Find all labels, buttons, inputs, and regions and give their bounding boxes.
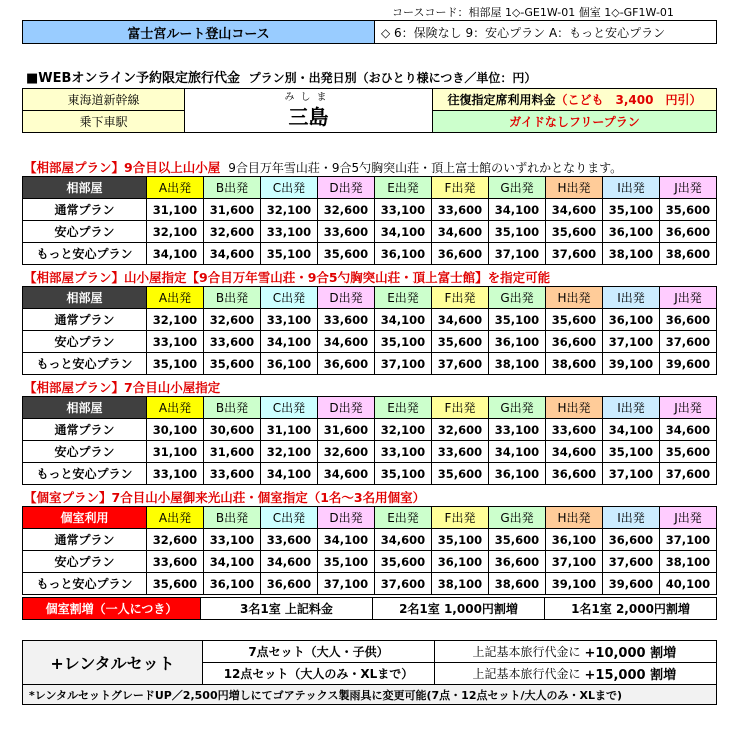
price-cell: 34,100 bbox=[147, 243, 204, 265]
price-cell: 33,600 bbox=[147, 551, 204, 573]
section-title bbox=[24, 268, 550, 286]
price-cell: 33,600 bbox=[432, 199, 489, 221]
table-row bbox=[23, 309, 717, 331]
table-row bbox=[23, 199, 717, 221]
departure-header: B出発 bbox=[204, 397, 261, 419]
plan-name: もっと安心プラン bbox=[23, 353, 147, 375]
price-cell: 37,100 bbox=[375, 353, 432, 375]
price-cell: 35,600 bbox=[375, 551, 432, 573]
price-cell: 38,100 bbox=[603, 243, 660, 265]
price-title-line bbox=[26, 67, 536, 86]
departure-header: C出発 bbox=[261, 177, 318, 199]
departure-header: A出発 bbox=[147, 507, 204, 529]
price-cell: 33,100 bbox=[147, 331, 204, 353]
station-cell bbox=[185, 89, 433, 133]
price-cell: 35,100 bbox=[261, 243, 318, 265]
price-cell: 36,100 bbox=[489, 463, 546, 485]
price-cell: 35,600 bbox=[546, 309, 603, 331]
price-cell: 36,100 bbox=[489, 331, 546, 353]
price-cell: 35,100 bbox=[489, 309, 546, 331]
room-type-header: 個室利用 bbox=[23, 507, 147, 529]
price-cell: 32,600 bbox=[318, 199, 375, 221]
price-cell: 37,100 bbox=[603, 463, 660, 485]
table-row bbox=[23, 529, 717, 551]
plan-name: 通常プラン bbox=[23, 199, 147, 221]
room-type-header: 相部屋 bbox=[23, 397, 147, 419]
departure-header: A出発 bbox=[147, 177, 204, 199]
price-cell: 34,100 bbox=[204, 551, 261, 573]
price-cell: 36,600 bbox=[603, 529, 660, 551]
price-cell: 30,600 bbox=[204, 419, 261, 441]
price-cell: 33,100 bbox=[261, 221, 318, 243]
price-cell: 38,100 bbox=[489, 353, 546, 375]
price-cell: 34,100 bbox=[261, 463, 318, 485]
price-cell: 32,100 bbox=[147, 309, 204, 331]
guide-plan: ガイドなしフリープラン bbox=[433, 111, 717, 133]
price-cell: 31,100 bbox=[261, 419, 318, 441]
price-cell: 35,100 bbox=[375, 463, 432, 485]
price-cell: 33,100 bbox=[375, 441, 432, 463]
price-cell: 37,600 bbox=[432, 353, 489, 375]
section-title-text: 【相部屋プラン】山小屋指定【9合目万年雪山荘・9合5勺胸突山荘・頂上富士館】を指定可能 bbox=[24, 270, 551, 285]
price-cell: 37,100 bbox=[318, 573, 375, 595]
price-table bbox=[22, 176, 717, 265]
departure-header: E出発 bbox=[375, 177, 432, 199]
departure-header: F出発 bbox=[432, 507, 489, 529]
rental-set-7: 7点セット（大人・子供） bbox=[203, 641, 435, 663]
price-cell: 33,600 bbox=[318, 221, 375, 243]
table-row bbox=[23, 441, 717, 463]
price-cell: 35,600 bbox=[660, 199, 717, 221]
price-cell: 32,600 bbox=[432, 419, 489, 441]
rental-label: +レンタルセット bbox=[23, 641, 203, 685]
price-cell: 39,100 bbox=[546, 573, 603, 595]
departure-header: E出発 bbox=[375, 397, 432, 419]
departure-header: J出発 bbox=[660, 177, 717, 199]
price-cell: 33,100 bbox=[375, 199, 432, 221]
price-cell: 36,100 bbox=[546, 529, 603, 551]
departure-header: A出発 bbox=[147, 397, 204, 419]
price-cell: 33,600 bbox=[318, 309, 375, 331]
price-cell: 33,600 bbox=[432, 441, 489, 463]
price-cell: 36,100 bbox=[603, 309, 660, 331]
departure-header: F出発 bbox=[432, 397, 489, 419]
price-table bbox=[22, 286, 717, 375]
price-cell: 34,600 bbox=[660, 419, 717, 441]
plan-name: 通常プラン bbox=[23, 419, 147, 441]
price-cell: 35,100 bbox=[375, 331, 432, 353]
departure-header: F出発 bbox=[432, 287, 489, 309]
table-row bbox=[23, 463, 717, 485]
price-cell: 35,600 bbox=[432, 463, 489, 485]
price-cell: 37,600 bbox=[375, 573, 432, 595]
departure-header: E出発 bbox=[375, 287, 432, 309]
plan-name: もっと安心プラン bbox=[23, 463, 147, 485]
departure-header: G出発 bbox=[489, 177, 546, 199]
departure-header: J出発 bbox=[660, 507, 717, 529]
table-row bbox=[23, 551, 717, 573]
price-cell: 32,600 bbox=[318, 441, 375, 463]
price-cell: 37,100 bbox=[660, 529, 717, 551]
departure-header: J出発 bbox=[660, 397, 717, 419]
price-cell: 31,600 bbox=[318, 419, 375, 441]
price-cell: 35,600 bbox=[489, 529, 546, 551]
price-cell: 36,600 bbox=[546, 331, 603, 353]
plan-name: 安心プラン bbox=[23, 331, 147, 353]
section-title-text: 【相部屋プラン】7合目山小屋指定 bbox=[24, 380, 221, 395]
station-table bbox=[22, 88, 717, 133]
price-cell: 35,600 bbox=[318, 243, 375, 265]
price-cell: 34,100 bbox=[261, 331, 318, 353]
plan-name: もっと安心プラン bbox=[23, 243, 147, 265]
departure-header: F出発 bbox=[432, 177, 489, 199]
price-cell: 34,600 bbox=[318, 463, 375, 485]
price-cell: 40,100 bbox=[660, 573, 717, 595]
price-table bbox=[22, 396, 717, 485]
departure-header: H出発 bbox=[546, 177, 603, 199]
price-cell: 31,100 bbox=[147, 441, 204, 463]
course-header-table bbox=[22, 20, 717, 44]
surcharge-1-person: 1名1室 2,000円割増 bbox=[545, 598, 717, 620]
departure-header: B出発 bbox=[204, 507, 261, 529]
section-title bbox=[24, 158, 622, 176]
price-cell: 34,600 bbox=[375, 529, 432, 551]
price-cell: 37,600 bbox=[546, 243, 603, 265]
price-cell: 34,600 bbox=[546, 441, 603, 463]
section-title-text: 【相部屋プラン】9合目以上山小屋 bbox=[24, 160, 221, 175]
price-cell: 36,100 bbox=[432, 551, 489, 573]
price-cell: 39,600 bbox=[603, 573, 660, 595]
price-cell: 32,100 bbox=[261, 441, 318, 463]
price-cell: 36,600 bbox=[660, 309, 717, 331]
price-cell: 34,600 bbox=[432, 309, 489, 331]
plan-name: 安心プラン bbox=[23, 551, 147, 573]
price-cell: 36,600 bbox=[432, 243, 489, 265]
departure-header: D出発 bbox=[318, 287, 375, 309]
departure-header: C出発 bbox=[261, 287, 318, 309]
price-cell: 35,100 bbox=[318, 551, 375, 573]
price-cell: 37,100 bbox=[546, 551, 603, 573]
price-cell: 34,600 bbox=[318, 331, 375, 353]
price-cell: 32,100 bbox=[261, 199, 318, 221]
price-cell: 31,100 bbox=[147, 199, 204, 221]
course-name: 富士宮ルート登山コース bbox=[23, 21, 375, 44]
price-cell: 34,100 bbox=[489, 441, 546, 463]
price-cell: 35,600 bbox=[432, 331, 489, 353]
departure-header: B出発 bbox=[204, 177, 261, 199]
price-cell: 32,600 bbox=[204, 309, 261, 331]
price-cell: 37,100 bbox=[489, 243, 546, 265]
departure-header: H出発 bbox=[546, 397, 603, 419]
station-reading: みしま bbox=[284, 91, 333, 103]
price-cell: 36,600 bbox=[546, 463, 603, 485]
price-cell: 35,100 bbox=[147, 353, 204, 375]
price-cell: 37,600 bbox=[660, 463, 717, 485]
plan-name: 安心プラン bbox=[23, 441, 147, 463]
price-cell: 35,600 bbox=[546, 221, 603, 243]
price-cell: 35,600 bbox=[147, 573, 204, 595]
price-cell: 36,100 bbox=[375, 243, 432, 265]
rental-set-12-price: +15,000 割増 bbox=[585, 663, 717, 685]
price-cell: 34,600 bbox=[546, 199, 603, 221]
price-cell: 33,100 bbox=[261, 309, 318, 331]
table-row bbox=[23, 221, 717, 243]
section-title bbox=[24, 488, 425, 506]
plan-legend: ◇ 6：保険なし 9：安心プラン A：もっと安心プラン bbox=[375, 21, 717, 44]
table-row bbox=[23, 419, 717, 441]
price-cell: 34,100 bbox=[489, 199, 546, 221]
departure-header: H出発 bbox=[546, 287, 603, 309]
price-cell: 35,100 bbox=[603, 441, 660, 463]
course-code: コースコード：相部屋 1◇-GE1W-01 個室 1◇-GF1W-01 bbox=[392, 6, 674, 19]
price-cell: 34,100 bbox=[375, 221, 432, 243]
price-cell: 35,600 bbox=[204, 353, 261, 375]
room-type-header: 相部屋 bbox=[23, 177, 147, 199]
price-cell: 36,600 bbox=[489, 551, 546, 573]
station-label: 乗下車駅 bbox=[23, 111, 185, 133]
surcharge-2-person: 2名1室 1,000円割増 bbox=[373, 598, 545, 620]
departure-header: D出発 bbox=[318, 177, 375, 199]
price-cell: 38,600 bbox=[546, 353, 603, 375]
section-note: 9合目万年雪山荘・9合5勺胸突山荘・頂上富士館のいずれかとなります。 bbox=[228, 161, 623, 175]
price-cell: 36,600 bbox=[660, 221, 717, 243]
price-cell: 34,600 bbox=[261, 551, 318, 573]
rental-note: *レンタルセットグレードUP／2,500円増しにてゴアテックス製雨具に変更可能(7点・12点セット/大人のみ・XLまで) bbox=[23, 685, 717, 705]
departure-header: J出発 bbox=[660, 287, 717, 309]
price-cell: 35,600 bbox=[660, 441, 717, 463]
departure-header: D出発 bbox=[318, 507, 375, 529]
departure-header: E出発 bbox=[375, 507, 432, 529]
private-surcharge-table bbox=[22, 597, 717, 620]
price-cell: 32,600 bbox=[204, 221, 261, 243]
departure-header: A出発 bbox=[147, 287, 204, 309]
child-fare-label: 往復指定席利用料金 bbox=[447, 93, 556, 107]
departure-header: G出発 bbox=[489, 397, 546, 419]
table-row bbox=[23, 573, 717, 595]
price-cell: 33,600 bbox=[546, 419, 603, 441]
price-cell: 33,100 bbox=[147, 463, 204, 485]
price-cell: 37,600 bbox=[660, 331, 717, 353]
departure-header: I出発 bbox=[603, 287, 660, 309]
price-cell: 34,100 bbox=[375, 309, 432, 331]
price-cell: 36,600 bbox=[318, 353, 375, 375]
price-cell: 35,100 bbox=[432, 529, 489, 551]
price-cell: 34,100 bbox=[603, 419, 660, 441]
rental-set-12: 12点セット（大人のみ・XLまで） bbox=[203, 663, 435, 685]
price-cell: 38,600 bbox=[489, 573, 546, 595]
price-cell: 38,100 bbox=[660, 551, 717, 573]
price-cell: 38,600 bbox=[660, 243, 717, 265]
private-surcharge-label: 個室割増（一人につき） bbox=[23, 598, 201, 620]
price-cell: 36,100 bbox=[603, 221, 660, 243]
departure-header: C出発 bbox=[261, 507, 318, 529]
child-fare-value: （こども 3,400 円引） bbox=[555, 93, 702, 107]
train-label: 東海道新幹線 bbox=[23, 89, 185, 111]
price-cell: 35,100 bbox=[489, 221, 546, 243]
departure-header: I出発 bbox=[603, 397, 660, 419]
table-row bbox=[23, 243, 717, 265]
price-cell: 33,600 bbox=[204, 331, 261, 353]
rental-set-7-prefix: 上記基本旅行代金に bbox=[435, 641, 585, 663]
departure-header: D出発 bbox=[318, 397, 375, 419]
section-title bbox=[24, 378, 220, 396]
departure-header: I出発 bbox=[603, 507, 660, 529]
price-cell: 34,600 bbox=[204, 243, 261, 265]
table-row bbox=[23, 353, 717, 375]
departure-header: G出発 bbox=[489, 287, 546, 309]
price-cell: 33,100 bbox=[489, 419, 546, 441]
price-cell: 31,600 bbox=[204, 441, 261, 463]
price-cell: 33,100 bbox=[204, 529, 261, 551]
price-cell: 34,100 bbox=[318, 529, 375, 551]
price-cell: 36,600 bbox=[261, 573, 318, 595]
price-cell: 33,600 bbox=[204, 463, 261, 485]
rental-set-12-prefix: 上記基本旅行代金に bbox=[435, 663, 585, 685]
plan-name: 通常プラン bbox=[23, 309, 147, 331]
price-cell: 35,100 bbox=[603, 199, 660, 221]
price-cell: 32,100 bbox=[147, 221, 204, 243]
price-table bbox=[22, 506, 717, 595]
price-cell: 38,100 bbox=[432, 573, 489, 595]
table-row bbox=[23, 331, 717, 353]
departure-header: C出発 bbox=[261, 397, 318, 419]
price-cell: 39,100 bbox=[603, 353, 660, 375]
surcharge-3-person: 3名1室 上記料金 bbox=[201, 598, 373, 620]
room-type-header: 相部屋 bbox=[23, 287, 147, 309]
price-cell: 36,100 bbox=[204, 573, 261, 595]
price-cell: 36,100 bbox=[261, 353, 318, 375]
departure-header: H出発 bbox=[546, 507, 603, 529]
price-cell: 34,600 bbox=[432, 221, 489, 243]
plan-name: もっと安心プラン bbox=[23, 573, 147, 595]
price-cell: 31,600 bbox=[204, 199, 261, 221]
rental-set-7-price: +10,000 割増 bbox=[585, 641, 717, 663]
departure-header: B出発 bbox=[204, 287, 261, 309]
price-cell: 37,600 bbox=[603, 551, 660, 573]
plan-name: 通常プラン bbox=[23, 529, 147, 551]
price-cell: 37,100 bbox=[603, 331, 660, 353]
section-title-text: 【個室プラン】7合目山小屋御来光山荘・個室指定（1名～3名用個室） bbox=[24, 490, 426, 505]
departure-header: I出発 bbox=[603, 177, 660, 199]
rental-table bbox=[22, 640, 717, 705]
price-cell: 32,100 bbox=[375, 419, 432, 441]
price-cell: 30,100 bbox=[147, 419, 204, 441]
departure-header: G出発 bbox=[489, 507, 546, 529]
price-cell: 32,600 bbox=[147, 529, 204, 551]
price-subtitle: プラン別・出発日別（おひとり様につき／単位：円） bbox=[248, 71, 537, 85]
station-name: 三島 bbox=[288, 104, 329, 129]
price-cell: 33,600 bbox=[261, 529, 318, 551]
price-title: ■WEBオンライン予約限定旅行代金 bbox=[26, 71, 241, 86]
plan-name: 安心プラン bbox=[23, 221, 147, 243]
child-fare bbox=[433, 89, 717, 111]
price-cell: 39,600 bbox=[660, 353, 717, 375]
